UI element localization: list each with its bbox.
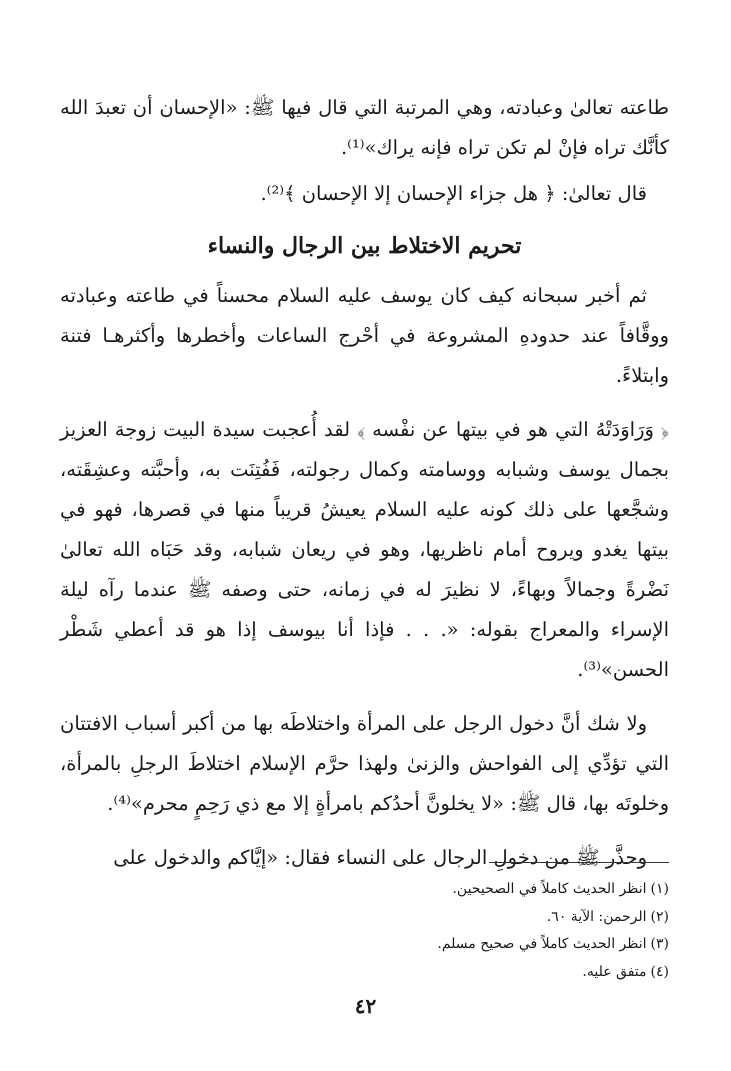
paragraph-ihsan-hadith: طاعته تعالىٰ وعبادته، وهي المرتبة التي قال فيها ﷺ: «الإحسان أن تعبدَ الله كأنَّك تراه فإنْ لم تكن تراه فإنه يراك»⁽¹⁾.: [60, 96, 669, 159]
paragraph-quran-verse: قال تعالىٰ: ﴿ هل جزاء الإحسان إلا الإحسان ﴾⁽²⁾.: [260, 182, 647, 205]
footnote-text: الرحمن: الآية ٦٠.: [546, 908, 647, 925]
footnote-item: [60, 959, 669, 987]
paragraph-ikhtilat: ولا شك أنَّ دخول الرجل على المرأة واختلاطَه بها من أكبر أسباب الافتتان التي تؤدِّي إلى الفواحش والزنىٰ ولهذا حرَّم الإسلام اختلاطَ الرجلِ بالمرأة، وخلوتَه بها، قال ﷺ: «لا يخلونَّ أحدُكم بامرأةٍ إلا مع ذي رَحِمٍ محرم»⁽⁴⁾.: [60, 712, 669, 815]
section-heading: تحريم الاختلاط بين الرجال والنساء: [207, 233, 522, 259]
footnote-item: [60, 876, 669, 904]
footnote-item: [60, 931, 669, 959]
footnotes: [60, 876, 669, 986]
footnote-number: (٤): [650, 963, 669, 980]
paragraph-yusuf-story: ﴿ وَرَاوَدَتْهُ التي هو في بيتها عن نفْسه ﴾ لقد أُعجبت سيدة البيت زوجة العزيز بجمال يوسف وشبابه ووسامته وكمال رجولته، فَفُتِنَت به، وأحبَّته وعشِقَته، وشجَّعها على ذلك كونه عليه السلام يعيشُ قريباً منها في قصرها، فهو في بيتها يغدو ويروح أمام ناظريها، وهو في ريعان شبابه، وقد حَبَاه الله تعالىٰ نَضْرةً وجمالاً وبهاءً، لا نظيرَ له في زمانه، حتى وصفه ﷺ عندما رآه ليلة الإسراء والمعراج بقوله: «. . . فإذا أنا بيوسف إذا هو قد أعطي شَطْر الحسن»⁽³⁾.: [60, 418, 669, 681]
page-number: ٤٢: [354, 994, 377, 1018]
footnote-text: انظر الحديث كاملاً في الصحيحين.: [452, 881, 647, 897]
footnote-number: (٢): [650, 908, 669, 925]
main-text: [60, 88, 669, 878]
footnote-number: (٣): [650, 936, 669, 952]
paragraph-warning: وحذَّر ﷺ من دخولِ الرجال على النساء فقال: «إيَّاكم والدخول على: [113, 846, 647, 869]
footnote-divider: [489, 862, 669, 863]
paragraph-yusuf-intro: ثم أخبر سبحانه كيف كان يوسف عليه السلام محسناً في طاعته وعبادته ووقَّافاً عند حدودهِ المشروعة في أحْرج الساعات وأخطرها وأكثرهـا فتنة وابتلاءً.: [60, 284, 669, 387]
footnote-number: (١): [650, 881, 669, 897]
footnote-text: متفق عليه.: [582, 963, 647, 980]
footnote-item: [60, 904, 669, 932]
footnote-text: انظر الحديث كاملاً في صحيح مسلم.: [437, 936, 647, 952]
